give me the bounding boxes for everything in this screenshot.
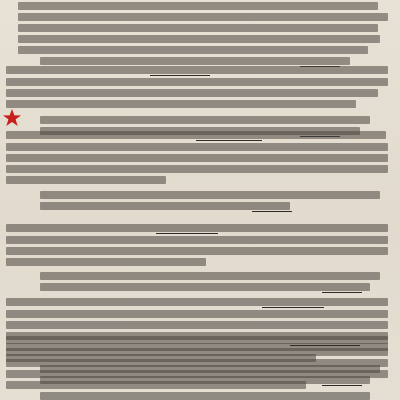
text-line xyxy=(18,35,380,43)
text-line xyxy=(18,13,388,21)
text-line xyxy=(6,100,356,108)
name-underline xyxy=(262,307,324,308)
text-line xyxy=(6,165,388,173)
text-line xyxy=(6,310,388,318)
address-underline xyxy=(322,385,362,386)
text-line xyxy=(6,348,388,356)
text-line xyxy=(6,321,388,329)
text-line xyxy=(40,116,370,124)
text-line xyxy=(18,2,378,10)
name-underline xyxy=(196,140,262,141)
text-line xyxy=(6,236,388,244)
red-star-icon xyxy=(2,108,22,128)
text-line xyxy=(18,46,368,54)
text-line xyxy=(6,381,306,389)
text-line xyxy=(6,370,388,378)
text-line xyxy=(6,143,388,151)
text-line xyxy=(6,336,388,344)
text-line xyxy=(6,78,388,86)
text-line xyxy=(6,298,388,306)
text-line xyxy=(6,176,166,184)
name-underline xyxy=(150,75,210,76)
text-line xyxy=(6,89,378,97)
address-underline xyxy=(322,292,362,293)
text-line xyxy=(6,247,388,255)
text-line xyxy=(6,154,388,162)
text-line xyxy=(6,258,206,266)
text-line xyxy=(40,272,380,280)
text-line xyxy=(6,131,386,139)
address-underline xyxy=(252,211,292,212)
text-line xyxy=(40,57,350,65)
text-line xyxy=(6,224,388,232)
text-line xyxy=(18,24,378,32)
name-underline xyxy=(290,345,360,346)
text-line xyxy=(40,392,370,400)
text-line xyxy=(40,202,290,210)
name-underline xyxy=(156,233,218,234)
text-line xyxy=(40,191,380,199)
text-line xyxy=(6,359,388,367)
text-line xyxy=(40,283,370,291)
text-line xyxy=(6,66,388,74)
